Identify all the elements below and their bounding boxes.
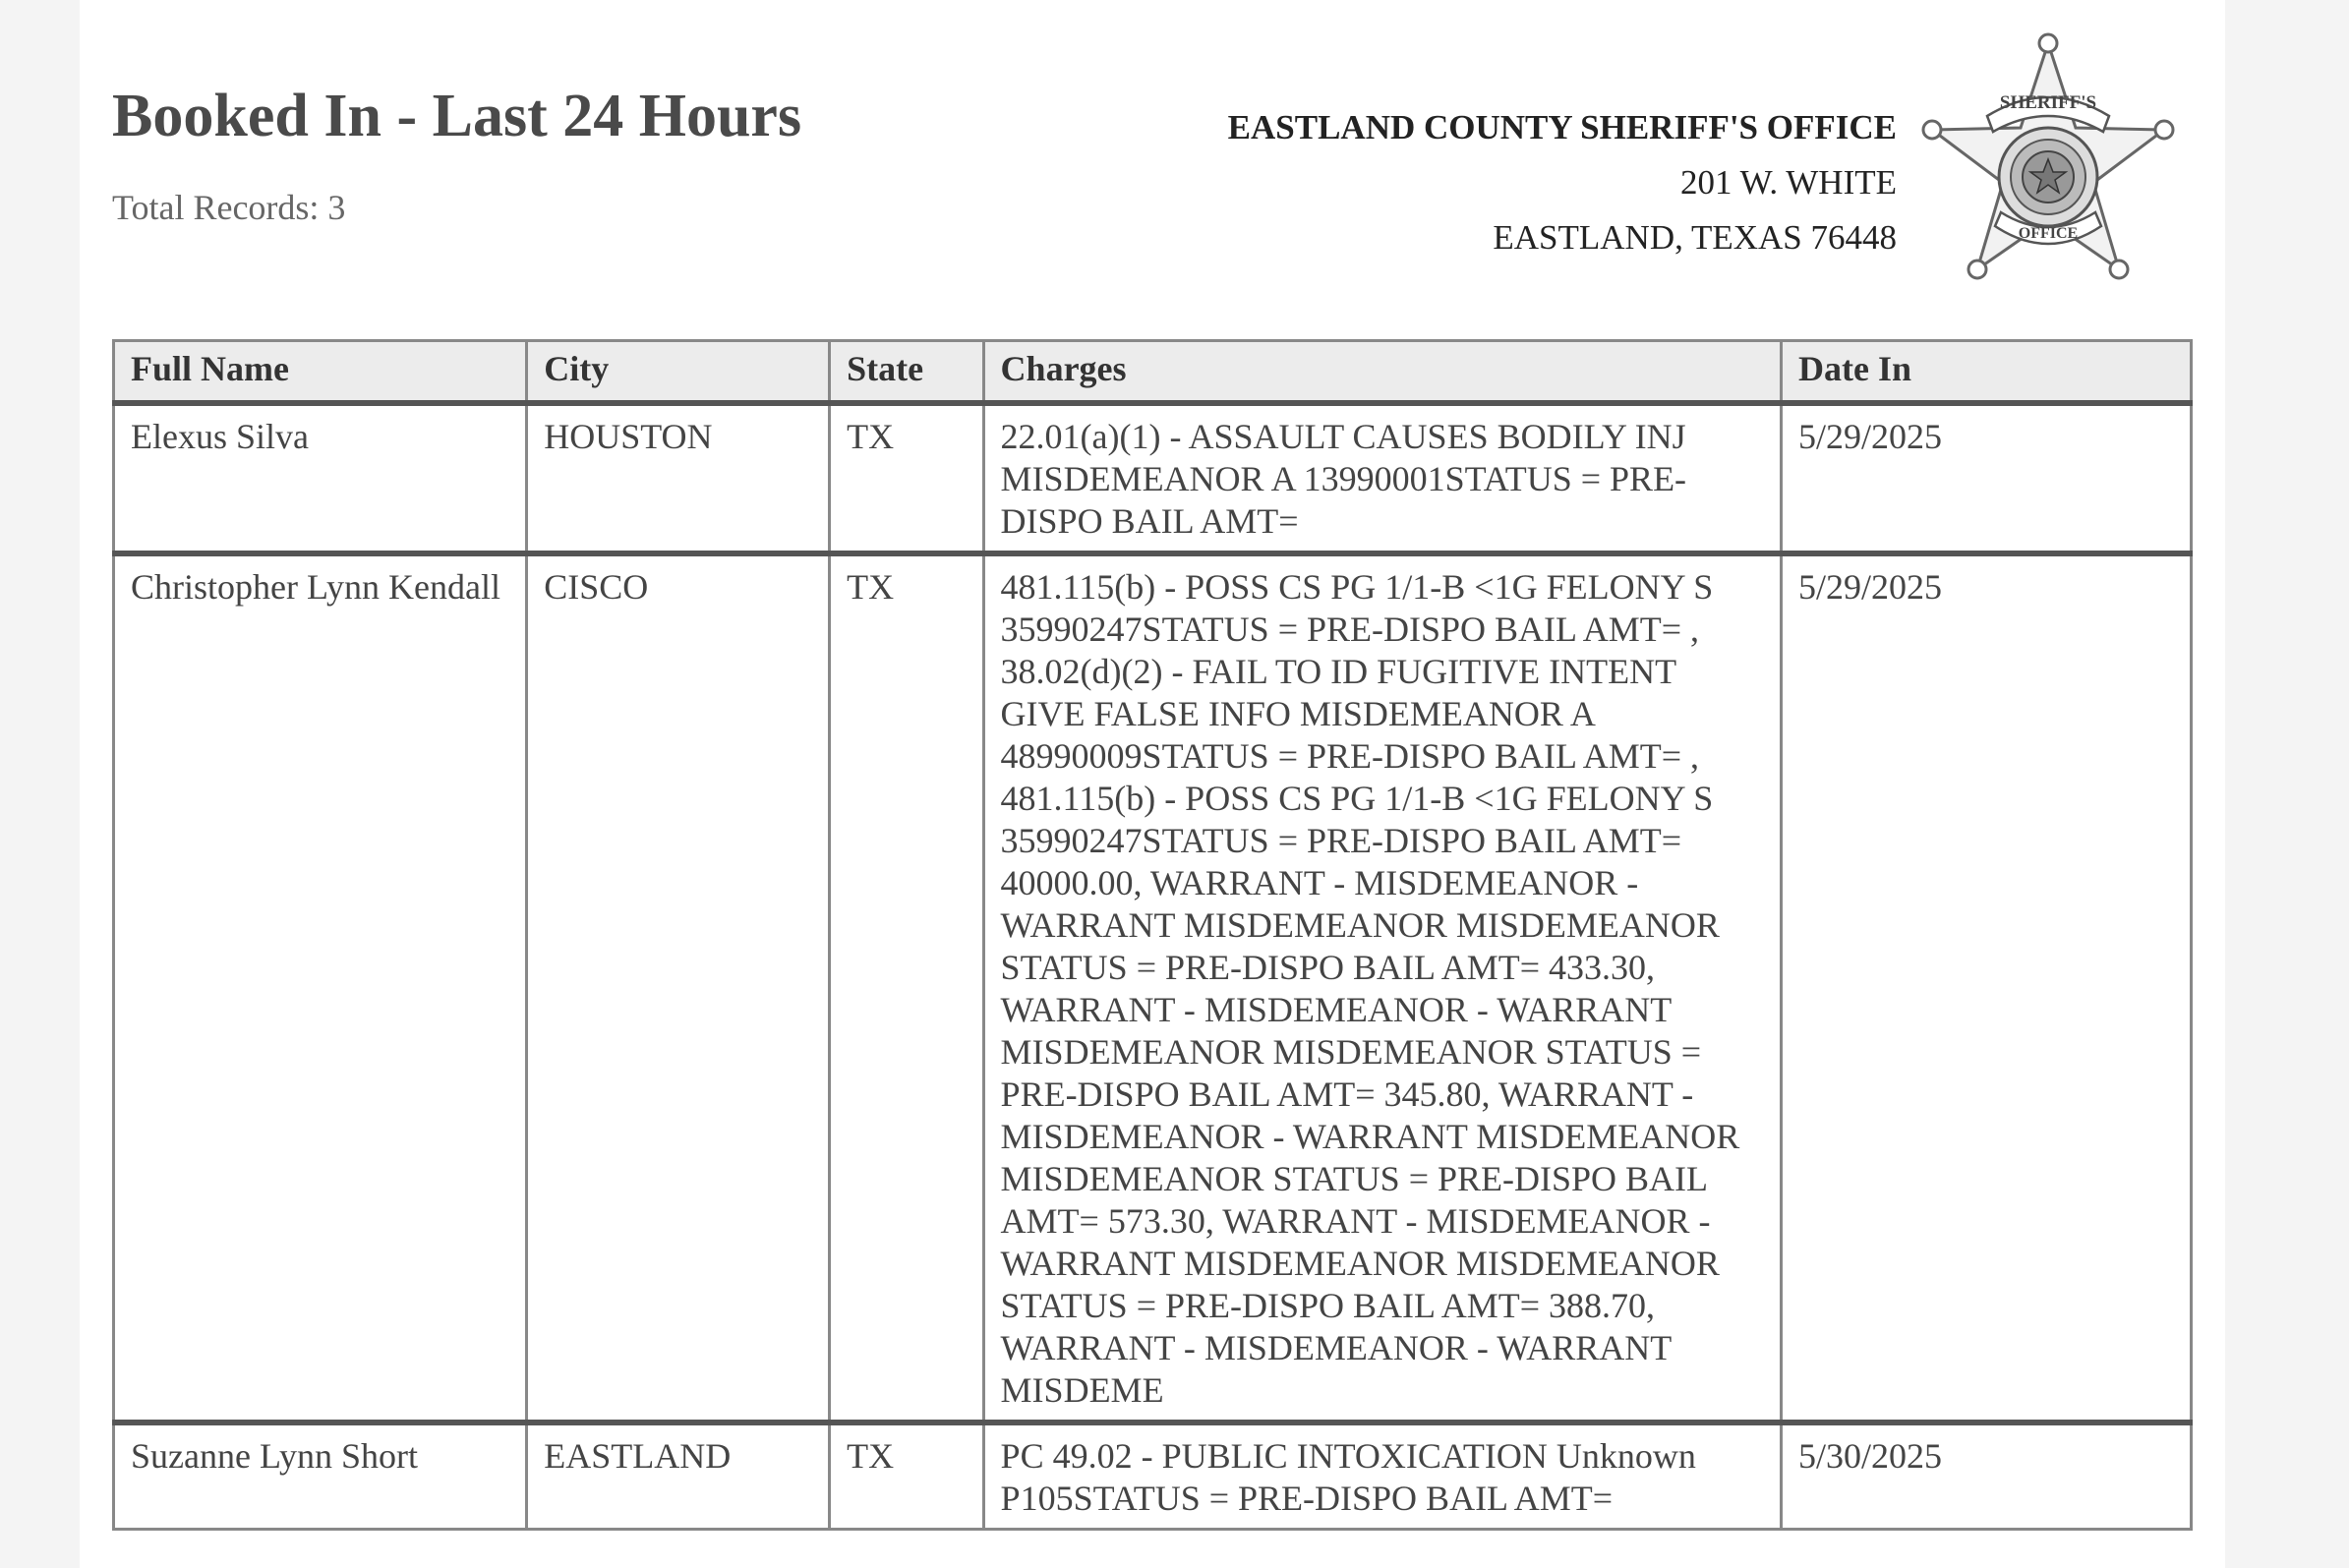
- office-name: EASTLAND COUNTY SHERIFF'S OFFICE: [1227, 108, 1897, 146]
- page-title: Booked In - Last 24 Hours: [112, 83, 802, 149]
- cell-state: TX: [830, 553, 983, 1423]
- cell-state: TX: [830, 403, 983, 553]
- column-header-city: City: [527, 341, 830, 404]
- cell-charges: 481.115(b) - POSS CS PG 1/1-B <1G FELONY S 35990247STATUS = PRE-DISPO BAIL AMT= , 38.02(d)(2) - FAIL TO ID FUGITIVE INTENT GIVE FALSE INFO MISDEMEANOR A 48990009STATUS = PRE-DISPO BAIL AMT= , 481.115(b) - POSS CS PG 1/1-B <1G FELONY S 35990247STATUS = PRE-DISPO BAIL AMT= 40000.00, WARRANT - MISDEMEANOR - WARRANT MISDEMEANOR MISDEMEANOR STATUS = PRE-DISPO BAIL AMT= 433.30, WARRANT - MISDEMEANOR - WARRANT MISDEMEANOR MISDEMEANOR STATUS = PRE-DISPO BAIL AMT= 345.80, WARRANT - MISDEMEANOR - WARRANT MISDEMEANOR MISDEMEANOR STATUS = PRE-DISPO BAIL AMT= 573.30, WARRANT - MISDEMEANOR - WARRANT MISDEMEANOR MISDEMEANOR STATUS = PRE-DISPO BAIL AMT= 388.70, WARRANT - MISDEMEANOR - WARRANT MISDEME: [983, 553, 1781, 1423]
- cell-full-name: Elexus Silva: [114, 403, 527, 553]
- column-header-date-in: Date In: [1782, 341, 2192, 404]
- office-address-line1: 201 W. WHITE: [1679, 163, 1897, 202]
- sheriff-star-badge-icon: [1910, 29, 2186, 300]
- cell-full-name: Suzanne Lynn Short: [114, 1423, 527, 1530]
- office-address-line2: EASTLAND, TEXAS 76448: [1493, 218, 1897, 257]
- badge-text-top: SHERIFF'S: [1999, 92, 2097, 113]
- column-header-full-name: Full Name: [114, 341, 527, 404]
- cell-full-name: Christopher Lynn Kendall: [114, 553, 527, 1423]
- cell-state: TX: [830, 1423, 983, 1530]
- cell-city: HOUSTON: [527, 403, 830, 553]
- column-header-state: State: [830, 341, 983, 404]
- cell-charges: PC 49.02 - PUBLIC INTOXICATION Unknown P105STATUS = PRE-DISPO BAIL AMT=: [983, 1423, 1781, 1530]
- table-header-row: [114, 341, 2192, 404]
- cell-city: EASTLAND: [527, 1423, 830, 1530]
- cell-date-in: 5/30/2025: [1782, 1423, 2192, 1530]
- office-header: [1228, 100, 1897, 265]
- cell-date-in: 5/29/2025: [1782, 553, 2192, 1423]
- badge-text-bottom: OFFICE: [2018, 225, 2079, 242]
- table-row: [114, 1423, 2192, 1530]
- total-records: Total Records: 3: [112, 188, 346, 227]
- table-row: [114, 403, 2192, 553]
- cell-city: CISCO: [527, 553, 830, 1423]
- cell-charges: 22.01(a)(1) - ASSAULT CAUSES BODILY INJ MISDEMEANOR A 13990001STATUS = PRE-DISPO BAIL AMT=: [983, 403, 1781, 553]
- table-row: [114, 553, 2192, 1423]
- report-page: [80, 0, 2225, 1568]
- column-header-charges: Charges: [983, 341, 1781, 404]
- cell-date-in: 5/29/2025: [1782, 403, 2192, 553]
- bookings-table: [112, 339, 2193, 1531]
